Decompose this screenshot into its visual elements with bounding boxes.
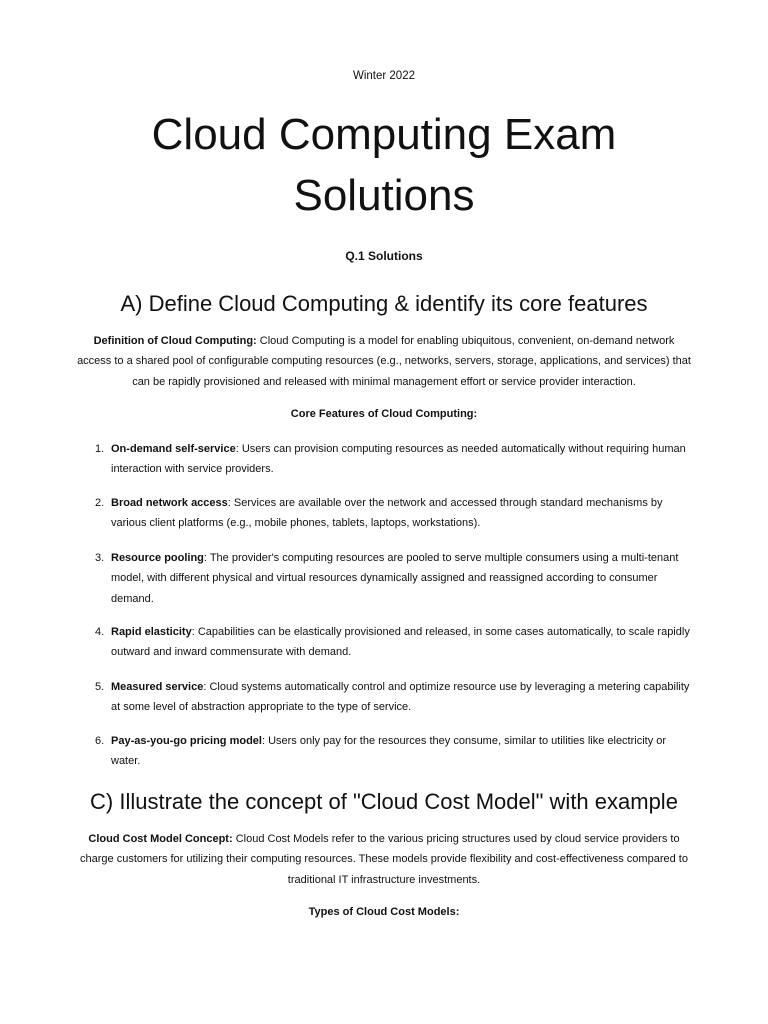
feature-number: 6. (95, 735, 105, 747)
feature-term: Pay-as-you-go pricing model (111, 735, 262, 747)
section-c-heading: C) Illustrate the concept of "Cloud Cost Model" with example (90, 789, 678, 814)
feature-term: Broad network access (111, 497, 228, 509)
feature-number: 2. (95, 497, 105, 509)
feature-item (95, 677, 696, 718)
feature-number: 4. (95, 626, 105, 638)
feature-term: Rapid elasticity (111, 626, 192, 638)
feature-text: : Cloud systems automatically control and optimize resource use by leveraging a metering capability at some level of abstraction appropriate to the type of service. (111, 681, 690, 714)
concept-text: Cloud Cost Models refer to the various pricing structures used by cloud service providers to charge customers for utilizing their computing resources. These models provide flexibility and cost-effectiveness compared to traditional IT infrastructure investments. (80, 833, 688, 886)
feature-text: : The provider's computing resources are pooled to serve multiple consumers using a multi-tenant model, with different physical and virtual resources dynamically assigned and reassigned according to consumer demand. (111, 552, 679, 605)
definition-label: Definition of Cloud Computing: (93, 335, 257, 347)
feature-term: Measured service (111, 681, 204, 693)
definition-paragraph (76, 331, 692, 392)
feature-number: 5. (95, 681, 105, 693)
feature-text: : Users only pay for the resources they consume, similar to utilities like electricity or water. (111, 735, 667, 768)
feature-item (95, 731, 696, 772)
feature-term: On-demand self-service (111, 443, 236, 455)
section-a-heading: A) Define Cloud Computing & identify its core features (120, 291, 648, 316)
feature-item (95, 439, 696, 480)
feature-number: 3. (95, 552, 105, 564)
question-label: Q.1 Solutions (345, 249, 423, 263)
features-heading: Core Features of Cloud Computing: (290, 408, 478, 420)
feature-item (95, 622, 696, 663)
feature-text: : Users can provision computing resources as needed automatically without requiring human interaction with service providers. (111, 443, 686, 476)
feature-term: Resource pooling (111, 552, 204, 564)
concept-label: Cloud Cost Model Concept: (88, 833, 233, 845)
semester-label: Winter 2022 (352, 70, 415, 82)
feature-item (95, 493, 696, 534)
definition-text: Cloud Computing is a model for enabling ubiquitous, convenient, on-demand network access to a shared pool of configurable computing resources (e.g., networks, servers, storage, applications, and services) that can be rapidly provisioned and released with minimal management effort or service provider interaction. (77, 335, 691, 388)
feature-text: : Capabilities can be elastically provisioned and released, in some cases automatically, to scale rapidly outward and inward commensurate with demand. (111, 626, 690, 659)
page-title: Cloud Computing Exam Solutions (151, 110, 617, 220)
concept-paragraph (76, 829, 692, 890)
feature-number: 1. (95, 443, 105, 455)
feature-item (95, 548, 696, 609)
feature-text: : Services are available over the network and accessed through standard mechanisms by various client platforms (e.g., mobile phones, tablets, laptops, workstations). (111, 497, 663, 530)
types-heading: Types of Cloud Cost Models: (308, 906, 460, 918)
